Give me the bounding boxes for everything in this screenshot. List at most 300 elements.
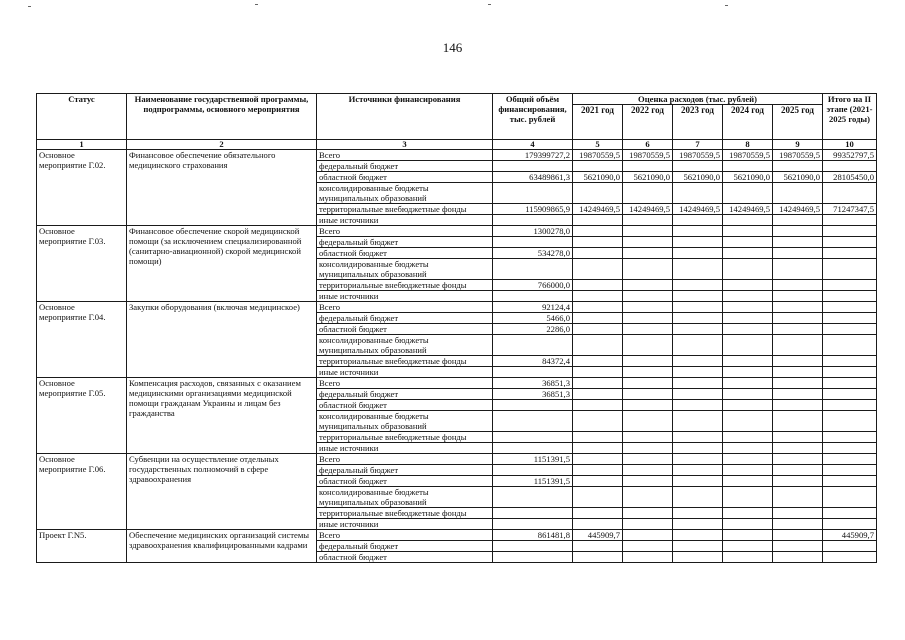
source-cell: областной бюджет <box>317 400 493 411</box>
year-cell <box>773 541 823 552</box>
year-cell <box>723 237 773 248</box>
stage-total-cell <box>823 226 877 237</box>
column-number: 7 <box>673 140 723 150</box>
year-cell <box>623 324 673 335</box>
total-cell <box>493 411 573 432</box>
stage-total-cell: 28105450,0 <box>823 172 877 183</box>
year-cell <box>573 280 623 291</box>
year-cell <box>623 541 673 552</box>
year-cell <box>723 519 773 530</box>
year-cell <box>673 389 723 400</box>
name-cell: Компенсация расходов, связанных с оказанием медицинскими организациями медицинской помощи гражданам Украины и лицам без гражданства <box>127 378 317 454</box>
year-cell <box>623 476 673 487</box>
year-cell <box>673 400 723 411</box>
source-cell: областной бюджет <box>317 248 493 259</box>
year-cell <box>673 259 723 280</box>
stage-total-cell <box>823 237 877 248</box>
year-cell: 445909,7 <box>573 530 623 541</box>
year-cell <box>623 291 673 302</box>
source-cell: иные источники <box>317 367 493 378</box>
total-cell: 1151391,5 <box>493 454 573 465</box>
year-cell <box>773 465 823 476</box>
total-cell: 1300278,0 <box>493 226 573 237</box>
year-cell <box>773 389 823 400</box>
year-cell <box>773 552 823 563</box>
header-total: Общий объём финансирования, тыс. рублей <box>493 94 573 140</box>
total-cell: 861481,8 <box>493 530 573 541</box>
year-cell <box>573 226 623 237</box>
stage-total-cell <box>823 552 877 563</box>
year-cell <box>623 313 673 324</box>
year-cell <box>723 389 773 400</box>
total-cell: 5466,0 <box>493 313 573 324</box>
source-cell: федеральный бюджет <box>317 161 493 172</box>
year-cell <box>773 530 823 541</box>
year-cell: 5621090,0 <box>623 172 673 183</box>
name-cell: Финансовое обеспечение скорой медицинской помощи (за исключением специализированной (санитарно-авиационной) скорой медицинской помощи) <box>127 226 317 302</box>
status-cell: Основное мероприятие Г.03. <box>37 226 127 302</box>
year-cell <box>723 183 773 204</box>
stage-total-cell <box>823 161 877 172</box>
total-cell: 92124,4 <box>493 302 573 313</box>
total-cell <box>493 183 573 204</box>
year-cell <box>773 378 823 389</box>
year-cell <box>723 226 773 237</box>
stage-total-cell <box>823 443 877 454</box>
year-cell <box>723 487 773 508</box>
year-cell <box>623 367 673 378</box>
year-cell <box>573 541 623 552</box>
year-cell <box>673 443 723 454</box>
year-cell: 19870559,5 <box>773 150 823 161</box>
year-cell: 19870559,5 <box>673 150 723 161</box>
total-cell <box>493 259 573 280</box>
year-cell <box>773 237 823 248</box>
stage-total-cell <box>823 324 877 335</box>
column-number: 3 <box>317 140 493 150</box>
stage-total-cell <box>823 259 877 280</box>
source-cell: консолидированные бюджеты муниципальных образований <box>317 487 493 508</box>
year-cell <box>623 508 673 519</box>
year-cell <box>623 378 673 389</box>
total-cell <box>493 237 573 248</box>
year-cell <box>673 378 723 389</box>
scan-mark <box>488 4 491 5</box>
stage-total-cell <box>823 335 877 356</box>
stage-total-cell <box>823 519 877 530</box>
stage-total-cell <box>823 411 877 432</box>
source-cell: иные источники <box>317 291 493 302</box>
year-cell <box>623 487 673 508</box>
year-cell <box>773 508 823 519</box>
year-cell <box>773 454 823 465</box>
total-cell <box>493 367 573 378</box>
year-cell <box>673 161 723 172</box>
year-cell <box>673 519 723 530</box>
year-cell <box>673 291 723 302</box>
source-cell: консолидированные бюджеты муниципальных образований <box>317 335 493 356</box>
header-year-2023: 2023 год <box>673 105 723 140</box>
year-cell: 19870559,5 <box>623 150 673 161</box>
header-year-2025: 2025 год <box>773 105 823 140</box>
year-cell <box>573 237 623 248</box>
year-cell <box>723 378 773 389</box>
total-cell: 115909865,9 <box>493 204 573 215</box>
year-cell <box>773 161 823 172</box>
stage-total-cell <box>823 465 877 476</box>
stage-total-cell <box>823 454 877 465</box>
year-cell: 14249469,5 <box>773 204 823 215</box>
year-cell <box>573 432 623 443</box>
year-cell <box>723 443 773 454</box>
year-cell <box>673 226 723 237</box>
year-cell <box>573 248 623 259</box>
year-cell <box>573 367 623 378</box>
year-cell <box>723 248 773 259</box>
year-cell <box>573 356 623 367</box>
year-cell <box>623 335 673 356</box>
year-cell <box>773 476 823 487</box>
source-cell: иные источники <box>317 215 493 226</box>
year-cell <box>773 259 823 280</box>
year-cell: 5621090,0 <box>723 172 773 183</box>
year-cell <box>673 454 723 465</box>
total-cell: 63489861,3 <box>493 172 573 183</box>
source-cell: Всего <box>317 378 493 389</box>
year-cell <box>573 378 623 389</box>
status-cell: Основное мероприятие Г.06. <box>37 454 127 530</box>
stage-total-cell <box>823 389 877 400</box>
total-cell <box>493 552 573 563</box>
year-cell <box>623 443 673 454</box>
year-cell <box>673 541 723 552</box>
source-cell: иные источники <box>317 519 493 530</box>
header-year-2024: 2024 год <box>723 105 773 140</box>
year-cell: 14249469,5 <box>573 204 623 215</box>
column-numbers-row <box>37 140 877 150</box>
total-cell <box>493 519 573 530</box>
source-cell: консолидированные бюджеты муниципальных образований <box>317 259 493 280</box>
year-cell <box>623 465 673 476</box>
year-cell <box>573 443 623 454</box>
total-cell: 2286,0 <box>493 324 573 335</box>
column-number: 8 <box>723 140 773 150</box>
name-cell: Обеспечение медицинских организаций системы здравоохранения квалифицированными кадрами <box>127 530 317 563</box>
total-cell: 36851,3 <box>493 378 573 389</box>
stage-total-cell <box>823 367 877 378</box>
year-cell <box>723 313 773 324</box>
year-cell: 19870559,5 <box>573 150 623 161</box>
year-cell <box>673 530 723 541</box>
year-cell <box>773 411 823 432</box>
stage-total-cell <box>823 313 877 324</box>
total-cell <box>493 487 573 508</box>
table-row <box>37 302 877 313</box>
status-cell: Основное мероприятие Г.05. <box>37 378 127 454</box>
column-number: 6 <box>623 140 673 150</box>
budget-body <box>37 150 877 563</box>
table-row <box>37 226 877 237</box>
year-cell <box>623 161 673 172</box>
year-cell <box>623 302 673 313</box>
year-cell <box>673 465 723 476</box>
source-cell: областной бюджет <box>317 552 493 563</box>
column-number: 2 <box>127 140 317 150</box>
source-cell: федеральный бюджет <box>317 389 493 400</box>
year-cell <box>623 356 673 367</box>
year-cell <box>723 356 773 367</box>
year-cell <box>573 389 623 400</box>
stage-total-cell <box>823 378 877 389</box>
year-cell <box>673 508 723 519</box>
header-status: Статус <box>37 94 127 140</box>
year-cell <box>673 215 723 226</box>
total-cell: 766000,0 <box>493 280 573 291</box>
year-cell <box>623 280 673 291</box>
scan-mark <box>28 6 31 7</box>
source-cell: федеральный бюджет <box>317 313 493 324</box>
year-cell <box>673 313 723 324</box>
source-cell: консолидированные бюджеты муниципальных образований <box>317 183 493 204</box>
year-cell <box>623 259 673 280</box>
stage-total-cell <box>823 508 877 519</box>
source-cell: Всего <box>317 226 493 237</box>
stage-total-cell: 71247347,5 <box>823 204 877 215</box>
year-cell <box>723 432 773 443</box>
year-cell: 5621090,0 <box>573 172 623 183</box>
year-cell <box>573 508 623 519</box>
total-cell <box>493 541 573 552</box>
table-row <box>37 378 877 389</box>
year-cell <box>573 487 623 508</box>
year-cell <box>723 161 773 172</box>
total-cell: 36851,3 <box>493 389 573 400</box>
year-cell <box>773 356 823 367</box>
year-cell <box>573 552 623 563</box>
year-cell <box>573 313 623 324</box>
source-cell: областной бюджет <box>317 324 493 335</box>
stage-total-cell <box>823 487 877 508</box>
stage-total-cell <box>823 280 877 291</box>
year-cell <box>623 183 673 204</box>
source-cell: консолидированные бюджеты муниципальных образований <box>317 411 493 432</box>
year-cell: 14249469,5 <box>673 204 723 215</box>
year-cell <box>673 237 723 248</box>
year-cell <box>723 215 773 226</box>
year-cell <box>673 367 723 378</box>
stage-total-cell <box>823 541 877 552</box>
stage-total-cell: 99352797,5 <box>823 150 877 161</box>
year-cell <box>773 226 823 237</box>
year-cell <box>723 367 773 378</box>
year-cell <box>673 324 723 335</box>
year-cell <box>573 519 623 530</box>
year-cell <box>723 335 773 356</box>
total-cell <box>493 161 573 172</box>
year-cell <box>623 552 673 563</box>
stage-total-cell <box>823 476 877 487</box>
stage-total-cell <box>823 356 877 367</box>
year-cell <box>573 291 623 302</box>
year-cell <box>773 432 823 443</box>
year-cell <box>723 541 773 552</box>
year-cell: 5621090,0 <box>673 172 723 183</box>
year-cell <box>723 400 773 411</box>
year-cell: 5621090,0 <box>773 172 823 183</box>
year-cell <box>623 226 673 237</box>
year-cell <box>673 183 723 204</box>
stage-total-cell <box>823 183 877 204</box>
year-cell: 14249469,5 <box>723 204 773 215</box>
total-cell <box>493 465 573 476</box>
year-cell <box>723 476 773 487</box>
source-cell: Всего <box>317 150 493 161</box>
column-number: 4 <box>493 140 573 150</box>
header-stage-total: Итого на II этапе (2021-2025 годы) <box>823 94 877 140</box>
source-cell: областной бюджет <box>317 172 493 183</box>
year-cell <box>723 411 773 432</box>
stage-total-cell: 445909,7 <box>823 530 877 541</box>
year-cell: 19870559,5 <box>723 150 773 161</box>
year-cell <box>623 411 673 432</box>
year-cell <box>573 400 623 411</box>
year-cell <box>723 259 773 280</box>
total-cell: 179399727,2 <box>493 150 573 161</box>
name-cell: Закупки оборудования (включая медицинское) <box>127 302 317 378</box>
year-cell <box>773 519 823 530</box>
source-cell: иные источники <box>317 443 493 454</box>
year-cell <box>573 411 623 432</box>
scan-mark <box>725 5 728 6</box>
year-cell <box>723 324 773 335</box>
table-row <box>37 530 877 541</box>
year-cell <box>773 335 823 356</box>
stage-total-cell <box>823 291 877 302</box>
year-cell <box>773 183 823 204</box>
year-cell <box>723 530 773 541</box>
status-cell: Основное мероприятие Г.02. <box>37 150 127 226</box>
year-cell <box>573 465 623 476</box>
source-cell: территориальные внебюджетные фонды <box>317 432 493 443</box>
table-row <box>37 454 877 465</box>
column-number: 10 <box>823 140 877 150</box>
scan-mark <box>255 4 258 5</box>
year-cell <box>773 400 823 411</box>
year-cell <box>573 215 623 226</box>
source-cell: областной бюджет <box>317 476 493 487</box>
header-estimate: Оценка расходов (тыс. рублей) <box>573 94 823 105</box>
source-cell: территориальные внебюджетные фонды <box>317 356 493 367</box>
source-cell: федеральный бюджет <box>317 541 493 552</box>
total-cell: 534278,0 <box>493 248 573 259</box>
column-number: 5 <box>573 140 623 150</box>
status-cell: Проект Г.N5. <box>37 530 127 563</box>
total-cell: 84372,4 <box>493 356 573 367</box>
table-row <box>37 150 877 161</box>
year-cell <box>773 313 823 324</box>
total-cell <box>493 432 573 443</box>
year-cell <box>623 519 673 530</box>
source-cell: территориальные внебюджетные фонды <box>317 280 493 291</box>
year-cell <box>723 280 773 291</box>
total-cell <box>493 215 573 226</box>
year-cell <box>723 291 773 302</box>
year-cell <box>773 215 823 226</box>
year-cell <box>723 508 773 519</box>
year-cell <box>573 335 623 356</box>
year-cell <box>623 389 673 400</box>
year-cell <box>773 248 823 259</box>
year-cell <box>673 280 723 291</box>
header-sources: Источники финансирования <box>317 94 493 140</box>
year-cell: 14249469,5 <box>623 204 673 215</box>
year-cell <box>623 248 673 259</box>
name-cell: Финансовое обеспечение обязательного медицинского страхования <box>127 150 317 226</box>
year-cell <box>673 356 723 367</box>
source-cell: Всего <box>317 302 493 313</box>
stage-total-cell <box>823 400 877 411</box>
year-cell <box>673 302 723 313</box>
year-cell <box>773 443 823 454</box>
total-cell: 1151391,5 <box>493 476 573 487</box>
budget-table <box>36 93 877 563</box>
year-cell <box>673 552 723 563</box>
year-cell <box>673 248 723 259</box>
year-cell <box>773 291 823 302</box>
year-cell <box>573 454 623 465</box>
header-name: Наименование государственной программы, подпрограммы, основного мероприятия <box>127 94 317 140</box>
year-cell <box>723 465 773 476</box>
year-cell <box>573 161 623 172</box>
page-number: 146 <box>442 40 463 55</box>
source-cell: Всего <box>317 530 493 541</box>
year-cell <box>573 324 623 335</box>
year-cell <box>623 530 673 541</box>
header-year-2021: 2021 год <box>573 105 623 140</box>
year-cell <box>623 215 673 226</box>
year-cell <box>573 302 623 313</box>
year-cell <box>773 280 823 291</box>
total-cell <box>493 443 573 454</box>
year-cell <box>673 411 723 432</box>
column-number: 9 <box>773 140 823 150</box>
year-cell <box>673 432 723 443</box>
year-cell <box>673 487 723 508</box>
total-cell <box>493 400 573 411</box>
total-cell <box>493 335 573 356</box>
year-cell <box>623 237 673 248</box>
name-cell: Субвенции на осуществление отдельных государственных полномочий в сфере здравоохранения <box>127 454 317 530</box>
header-year-2022: 2022 год <box>623 105 673 140</box>
year-cell <box>623 432 673 443</box>
year-cell <box>673 476 723 487</box>
stage-total-cell <box>823 248 877 259</box>
stage-total-cell <box>823 302 877 313</box>
year-cell <box>623 454 673 465</box>
year-cell <box>773 324 823 335</box>
source-cell: Всего <box>317 454 493 465</box>
source-cell: территориальные внебюджетные фонды <box>317 508 493 519</box>
year-cell <box>573 183 623 204</box>
year-cell <box>723 302 773 313</box>
source-cell: федеральный бюджет <box>317 465 493 476</box>
year-cell <box>773 302 823 313</box>
total-cell <box>493 508 573 519</box>
year-cell <box>623 400 673 411</box>
year-cell <box>573 476 623 487</box>
status-cell: Основное мероприятие Г.04. <box>37 302 127 378</box>
year-cell <box>773 367 823 378</box>
